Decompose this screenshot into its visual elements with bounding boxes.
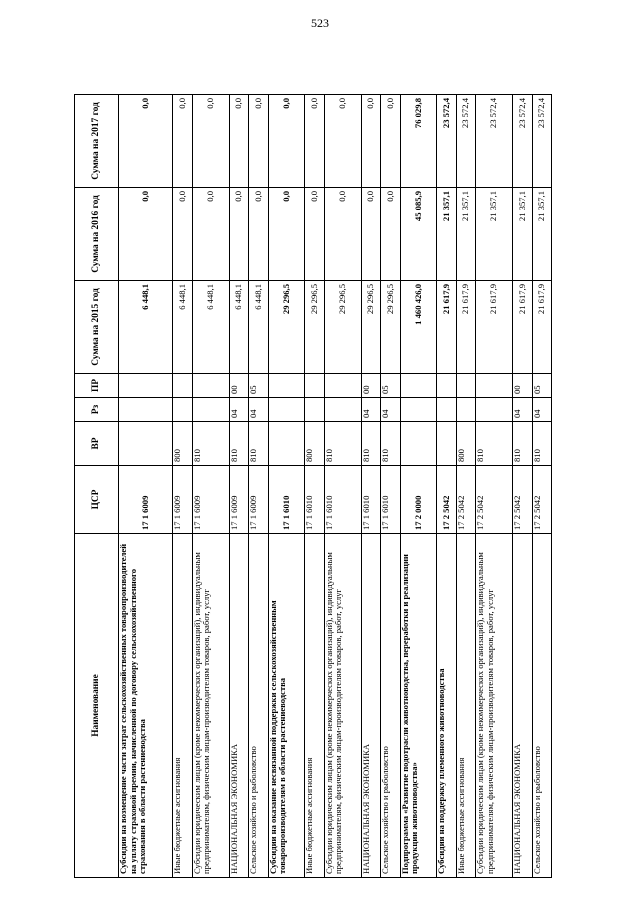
cell-sum-2015: 29 296,5	[361, 281, 380, 374]
cell-rz: 04	[513, 398, 532, 422]
cell-sum-2017: 23 572,4	[437, 95, 456, 188]
cell-sum-2016: 0,0	[192, 188, 229, 281]
cell-pr: 00	[229, 374, 248, 398]
cell-csr: 17 2 5042	[532, 466, 551, 534]
cell-name: Субсидии на возмещение части затрат сельскохозяйственных товаропроизводителей на уплату страховой премии, начисленной по договору сельскохозяйственного страхования в области растениеводства	[119, 534, 173, 878]
cell-sum-2017: 0,0	[119, 95, 173, 188]
cell-csr: 17 1 6010	[361, 466, 380, 534]
cell-name: Субсидии на поддержку племенного животноводства	[437, 534, 456, 878]
budget-table	[74, 94, 552, 878]
cell-rz	[268, 398, 305, 422]
cell-name: Иные бюджетные ассигнования	[456, 534, 475, 878]
cell-sum-2015: 1 460 426,0	[400, 281, 437, 374]
cell-csr: 17 1 6010	[324, 466, 361, 534]
cell-csr: 17 1 6009	[249, 466, 268, 534]
table-row	[119, 95, 173, 878]
cell-sum-2016: 0,0	[173, 188, 192, 281]
cell-name: Субсидии юридическим лицам (кроме некоммерческих организаций), индивидуальным предпринимателям, физическим лицам-производителям товаров, работ, услуг	[476, 534, 513, 878]
table-row	[513, 95, 532, 878]
cell-pr	[173, 374, 192, 398]
table-row	[192, 95, 229, 878]
cell-name: Иные бюджетные ассигнования	[305, 534, 324, 878]
cell-vr	[400, 422, 437, 466]
header-csr: ЦСР	[75, 466, 119, 534]
cell-name: Иные бюджетные ассигнования	[173, 534, 192, 878]
cell-sum-2016: 0,0	[229, 188, 248, 281]
cell-sum-2015: 29 296,5	[305, 281, 324, 374]
cell-rz	[192, 398, 229, 422]
table-row	[456, 95, 475, 878]
header-sum-2017: Сумма на 2017 год	[75, 95, 119, 188]
cell-sum-2016: 21 357,1	[513, 188, 532, 281]
cell-pr	[400, 374, 437, 398]
cell-sum-2017: 23 572,4	[513, 95, 532, 188]
header-sum-2016: Сумма на 2016 год	[75, 188, 119, 281]
cell-vr: 810	[476, 422, 513, 466]
cell-vr: 810	[192, 422, 229, 466]
cell-vr: 800	[456, 422, 475, 466]
cell-csr: 17 2 5042	[437, 466, 456, 534]
cell-sum-2016: 0,0	[361, 188, 380, 281]
cell-vr	[437, 422, 456, 466]
header-pr: ПР	[75, 374, 119, 398]
cell-sum-2015: 29 296,5	[268, 281, 305, 374]
cell-pr	[456, 374, 475, 398]
cell-rz: 04	[381, 398, 400, 422]
cell-sum-2017: 0,0	[249, 95, 268, 188]
cell-sum-2017: 0,0	[305, 95, 324, 188]
table-row	[361, 95, 380, 878]
header-rz: Рз	[75, 398, 119, 422]
cell-rz	[305, 398, 324, 422]
cell-sum-2015: 29 296,5	[381, 281, 400, 374]
cell-pr	[119, 374, 173, 398]
cell-vr: 810	[324, 422, 361, 466]
cell-csr: 17 1 6009	[173, 466, 192, 534]
cell-pr: 05	[532, 374, 551, 398]
cell-rz	[437, 398, 456, 422]
cell-vr: 800	[305, 422, 324, 466]
cell-sum-2017: 0,0	[361, 95, 380, 188]
cell-csr: 17 1 6010	[305, 466, 324, 534]
cell-name: НАЦИОНАЛЬНАЯ ЭКОНОМИКА	[513, 534, 532, 878]
cell-sum-2015: 21 617,9	[437, 281, 456, 374]
cell-rz	[456, 398, 475, 422]
cell-csr: 17 1 6010	[381, 466, 400, 534]
cell-pr: 00	[513, 374, 532, 398]
cell-name: Субсидии юридическим лицам (кроме некоммерческих организаций), индивидуальным предпринимателям, физическим лицам-производителям товаров, работ, услуг	[192, 534, 229, 878]
cell-sum-2016: 45 085,9	[400, 188, 437, 281]
cell-sum-2016: 21 357,1	[532, 188, 551, 281]
cell-sum-2016: 0,0	[249, 188, 268, 281]
cell-pr	[476, 374, 513, 398]
cell-sum-2016: 21 357,1	[437, 188, 456, 281]
page-number: 523	[311, 16, 329, 30]
cell-name: НАЦИОНАЛЬНАЯ ЭКОНОМИКА	[229, 534, 248, 878]
table-row	[305, 95, 324, 878]
cell-name: Сельское хозяйство и рыболовство	[532, 534, 551, 878]
cell-rz: 04	[361, 398, 380, 422]
table-row	[381, 95, 400, 878]
cell-sum-2017: 23 572,4	[476, 95, 513, 188]
cell-rz: 04	[532, 398, 551, 422]
table-row	[532, 95, 551, 878]
cell-sum-2017: 0,0	[173, 95, 192, 188]
cell-name: Субсидии юридическим лицам (кроме некоммерческих организаций), индивидуальным предпринимателям, физическим лицам-производителям товаров, работ, услуг	[324, 534, 361, 878]
cell-sum-2017: 0,0	[268, 95, 305, 188]
cell-rz: 04	[229, 398, 248, 422]
cell-sum-2016: 21 357,1	[456, 188, 475, 281]
cell-csr: 17 1 6009	[192, 466, 229, 534]
cell-sum-2015: 29 296,5	[324, 281, 361, 374]
cell-sum-2015: 6 448,1	[192, 281, 229, 374]
cell-rz	[173, 398, 192, 422]
cell-sum-2017: 0,0	[324, 95, 361, 188]
cell-csr: 17 1 6009	[229, 466, 248, 534]
table-row	[400, 95, 437, 878]
cell-csr: 17 2 5042	[456, 466, 475, 534]
table-row	[324, 95, 361, 878]
cell-sum-2015: 6 448,1	[249, 281, 268, 374]
cell-sum-2017: 0,0	[192, 95, 229, 188]
table-row	[249, 95, 268, 878]
cell-pr	[305, 374, 324, 398]
cell-sum-2015: 21 617,9	[513, 281, 532, 374]
cell-vr: 810	[532, 422, 551, 466]
cell-vr: 810	[513, 422, 532, 466]
cell-rz	[400, 398, 437, 422]
cell-sum-2017: 0,0	[229, 95, 248, 188]
table-row	[229, 95, 248, 878]
cell-pr	[268, 374, 305, 398]
cell-sum-2016: 0,0	[268, 188, 305, 281]
table-row	[437, 95, 456, 878]
cell-name: Подпрограмма «Развитие подотрасли животноводства, переработки и реализации продукции животноводства»	[400, 534, 437, 878]
cell-pr	[324, 374, 361, 398]
cell-csr: 17 1 6009	[119, 466, 173, 534]
cell-csr: 17 2 0000	[400, 466, 437, 534]
cell-vr: 810	[381, 422, 400, 466]
cell-name: Сельское хозяйство и рыболовство	[249, 534, 268, 878]
cell-csr: 17 2 5042	[476, 466, 513, 534]
cell-vr: 800	[173, 422, 192, 466]
cell-vr	[268, 422, 305, 466]
cell-csr: 17 2 5042	[513, 466, 532, 534]
cell-sum-2015: 6 448,1	[229, 281, 248, 374]
cell-pr: 05	[381, 374, 400, 398]
header-vr: ВР	[75, 422, 119, 466]
header-name: Наименование	[75, 534, 119, 878]
cell-sum-2016: 21 357,1	[476, 188, 513, 281]
cell-rz	[476, 398, 513, 422]
cell-vr: 810	[249, 422, 268, 466]
cell-rz	[119, 398, 173, 422]
cell-pr: 05	[249, 374, 268, 398]
cell-vr: 810	[361, 422, 380, 466]
table-row	[476, 95, 513, 878]
cell-rz	[324, 398, 361, 422]
cell-sum-2015: 21 617,9	[456, 281, 475, 374]
cell-sum-2016: 0,0	[119, 188, 173, 281]
cell-pr: 00	[361, 374, 380, 398]
cell-pr	[437, 374, 456, 398]
cell-sum-2015: 21 617,9	[476, 281, 513, 374]
cell-name: Сельское хозяйство и рыболовство	[381, 534, 400, 878]
cell-sum-2017: 23 572,4	[456, 95, 475, 188]
cell-sum-2015: 6 448,1	[173, 281, 192, 374]
cell-sum-2017: 0,0	[381, 95, 400, 188]
cell-rz: 04	[249, 398, 268, 422]
cell-sum-2017: 23 572,4	[532, 95, 551, 188]
cell-vr: 810	[229, 422, 248, 466]
header-row	[75, 95, 119, 878]
cell-sum-2016: 0,0	[324, 188, 361, 281]
cell-pr	[192, 374, 229, 398]
table-row	[173, 95, 192, 878]
cell-name: НАЦИОНАЛЬНАЯ ЭКОНОМИКА	[361, 534, 380, 878]
cell-vr	[119, 422, 173, 466]
cell-sum-2015: 21 617,9	[532, 281, 551, 374]
rotated-table-wrapper	[74, 96, 552, 878]
cell-csr: 17 1 6010	[268, 466, 305, 534]
cell-sum-2017: 76 029,8	[400, 95, 437, 188]
cell-sum-2016: 0,0	[305, 188, 324, 281]
cell-sum-2016: 0,0	[381, 188, 400, 281]
cell-name: Субсидии на оказание несвязанной поддержки сельскохозяйственным товаропроизводителям в области растениеводства	[268, 534, 305, 878]
cell-sum-2015: 6 448,1	[119, 281, 173, 374]
table-row	[268, 95, 305, 878]
header-sum-2015: Сумма на 2015 год	[75, 281, 119, 374]
